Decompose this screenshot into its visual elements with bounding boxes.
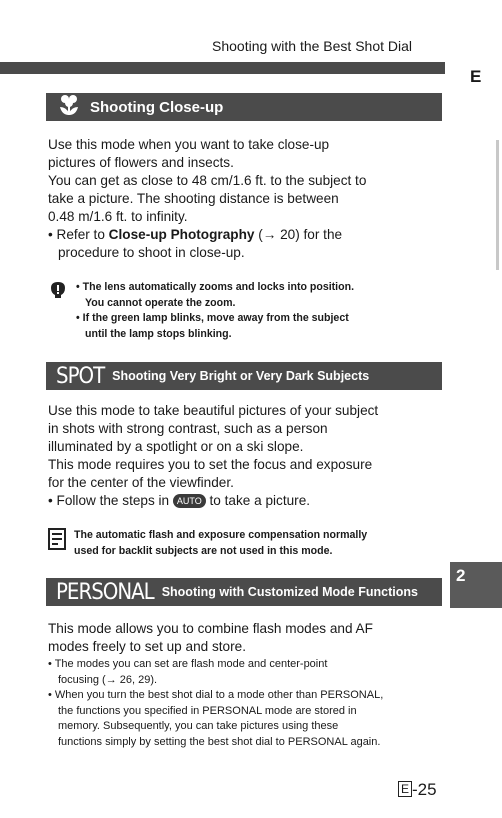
section-header-spot — [46, 362, 442, 390]
note-line: • If the green lamp blinks, move away from the subject — [76, 312, 349, 324]
note-line: You cannot operate the zoom. — [85, 296, 236, 309]
follow-line — [48, 492, 444, 510]
text-line: illuminated by a spotlight or on a ski slope. — [48, 439, 304, 454]
section-title: Shooting Close-up — [90, 98, 224, 116]
refer-link-text: Close-up Photography — [108, 227, 255, 242]
text-line: This mode requires you to set the focus and exposure — [48, 457, 373, 472]
follow-prefix: • Follow the steps in — [48, 493, 173, 508]
flower-icon — [56, 93, 82, 122]
text-line: in shots with strong contrast, such as a person — [48, 421, 328, 436]
section-title: Shooting Very Bright or Very Dark Subjects — [112, 369, 370, 383]
bullet-line: memory. Subsequently, you can take pictures using these — [58, 720, 339, 732]
follow-suffix: to take a picture. — [205, 493, 311, 508]
bullet-line: focusing (→ 26, 29). — [58, 673, 158, 686]
running-head: Shooting with the Best Shot Dial — [212, 38, 413, 54]
section-header-closeup — [46, 93, 442, 121]
closeup-note — [48, 280, 444, 342]
text-line: Use this mode when you want to take close-up — [48, 137, 330, 152]
bullet-line: the functions you specified in PERSONAL mode are stored in — [58, 704, 357, 717]
bullet-line: • When you turn the best shot dial to a mode other than PERSONAL, — [48, 689, 384, 701]
auto-mode-icon: AUTO — [173, 494, 206, 508]
note-line: • The lens automatically zooms and locks into position. — [76, 281, 355, 293]
text-line: procedure to shoot in close-up. — [58, 245, 245, 260]
page-number — [398, 780, 437, 800]
refer-suffix: (→ 20) for the — [254, 227, 343, 242]
spot-mode-icon: SPOT — [56, 363, 105, 389]
edge-mark — [496, 140, 499, 270]
memo-icon — [48, 528, 66, 555]
closeup-body — [48, 136, 444, 262]
note-line: until the lamp stops blinking. — [85, 327, 232, 340]
spot-note — [48, 528, 444, 559]
chapter-number: 2 — [456, 566, 466, 585]
note-line: The automatic flash and exposure compensation normally — [74, 529, 368, 541]
text-line: This mode allows you to combine flash modes and AF — [48, 621, 373, 636]
section-title: Shooting with Customized Mode Functions — [161, 585, 418, 599]
caution-icon — [48, 280, 68, 305]
text-line: take a picture. The shooting distance is between — [48, 191, 339, 206]
text-line: pictures of flowers and insects. — [48, 155, 234, 170]
language-tab: E — [470, 67, 482, 86]
spot-body — [48, 402, 444, 510]
bullet-line: functions simply by setting the best shot dial to PERSONAL again. — [58, 735, 381, 748]
text-line: modes freely to set up and store. — [48, 639, 246, 654]
text-line: for the center of the viewfinder. — [48, 475, 234, 490]
refer-prefix: • Refer to — [48, 227, 109, 242]
section-header-personal — [46, 578, 442, 606]
personal-body — [48, 620, 444, 750]
text-line: You can get as close to 48 cm/1.6 ft. to the subject to — [48, 173, 367, 188]
text-line: Use this mode to take beautiful pictures of your subject — [48, 403, 379, 418]
text-line: 0.48 m/1.6 ft. to infinity. — [48, 209, 188, 224]
page-prefix: E — [398, 781, 412, 797]
header-rule — [0, 62, 445, 74]
page-number-value: -25 — [412, 780, 437, 799]
personal-mode-icon: PERSONAL — [56, 579, 154, 605]
refer-line — [48, 226, 444, 244]
note-line: used for backlit subjects are not used in this mode. — [74, 544, 333, 557]
bullet-line: • The modes you can set are flash mode and center-point — [48, 658, 328, 670]
